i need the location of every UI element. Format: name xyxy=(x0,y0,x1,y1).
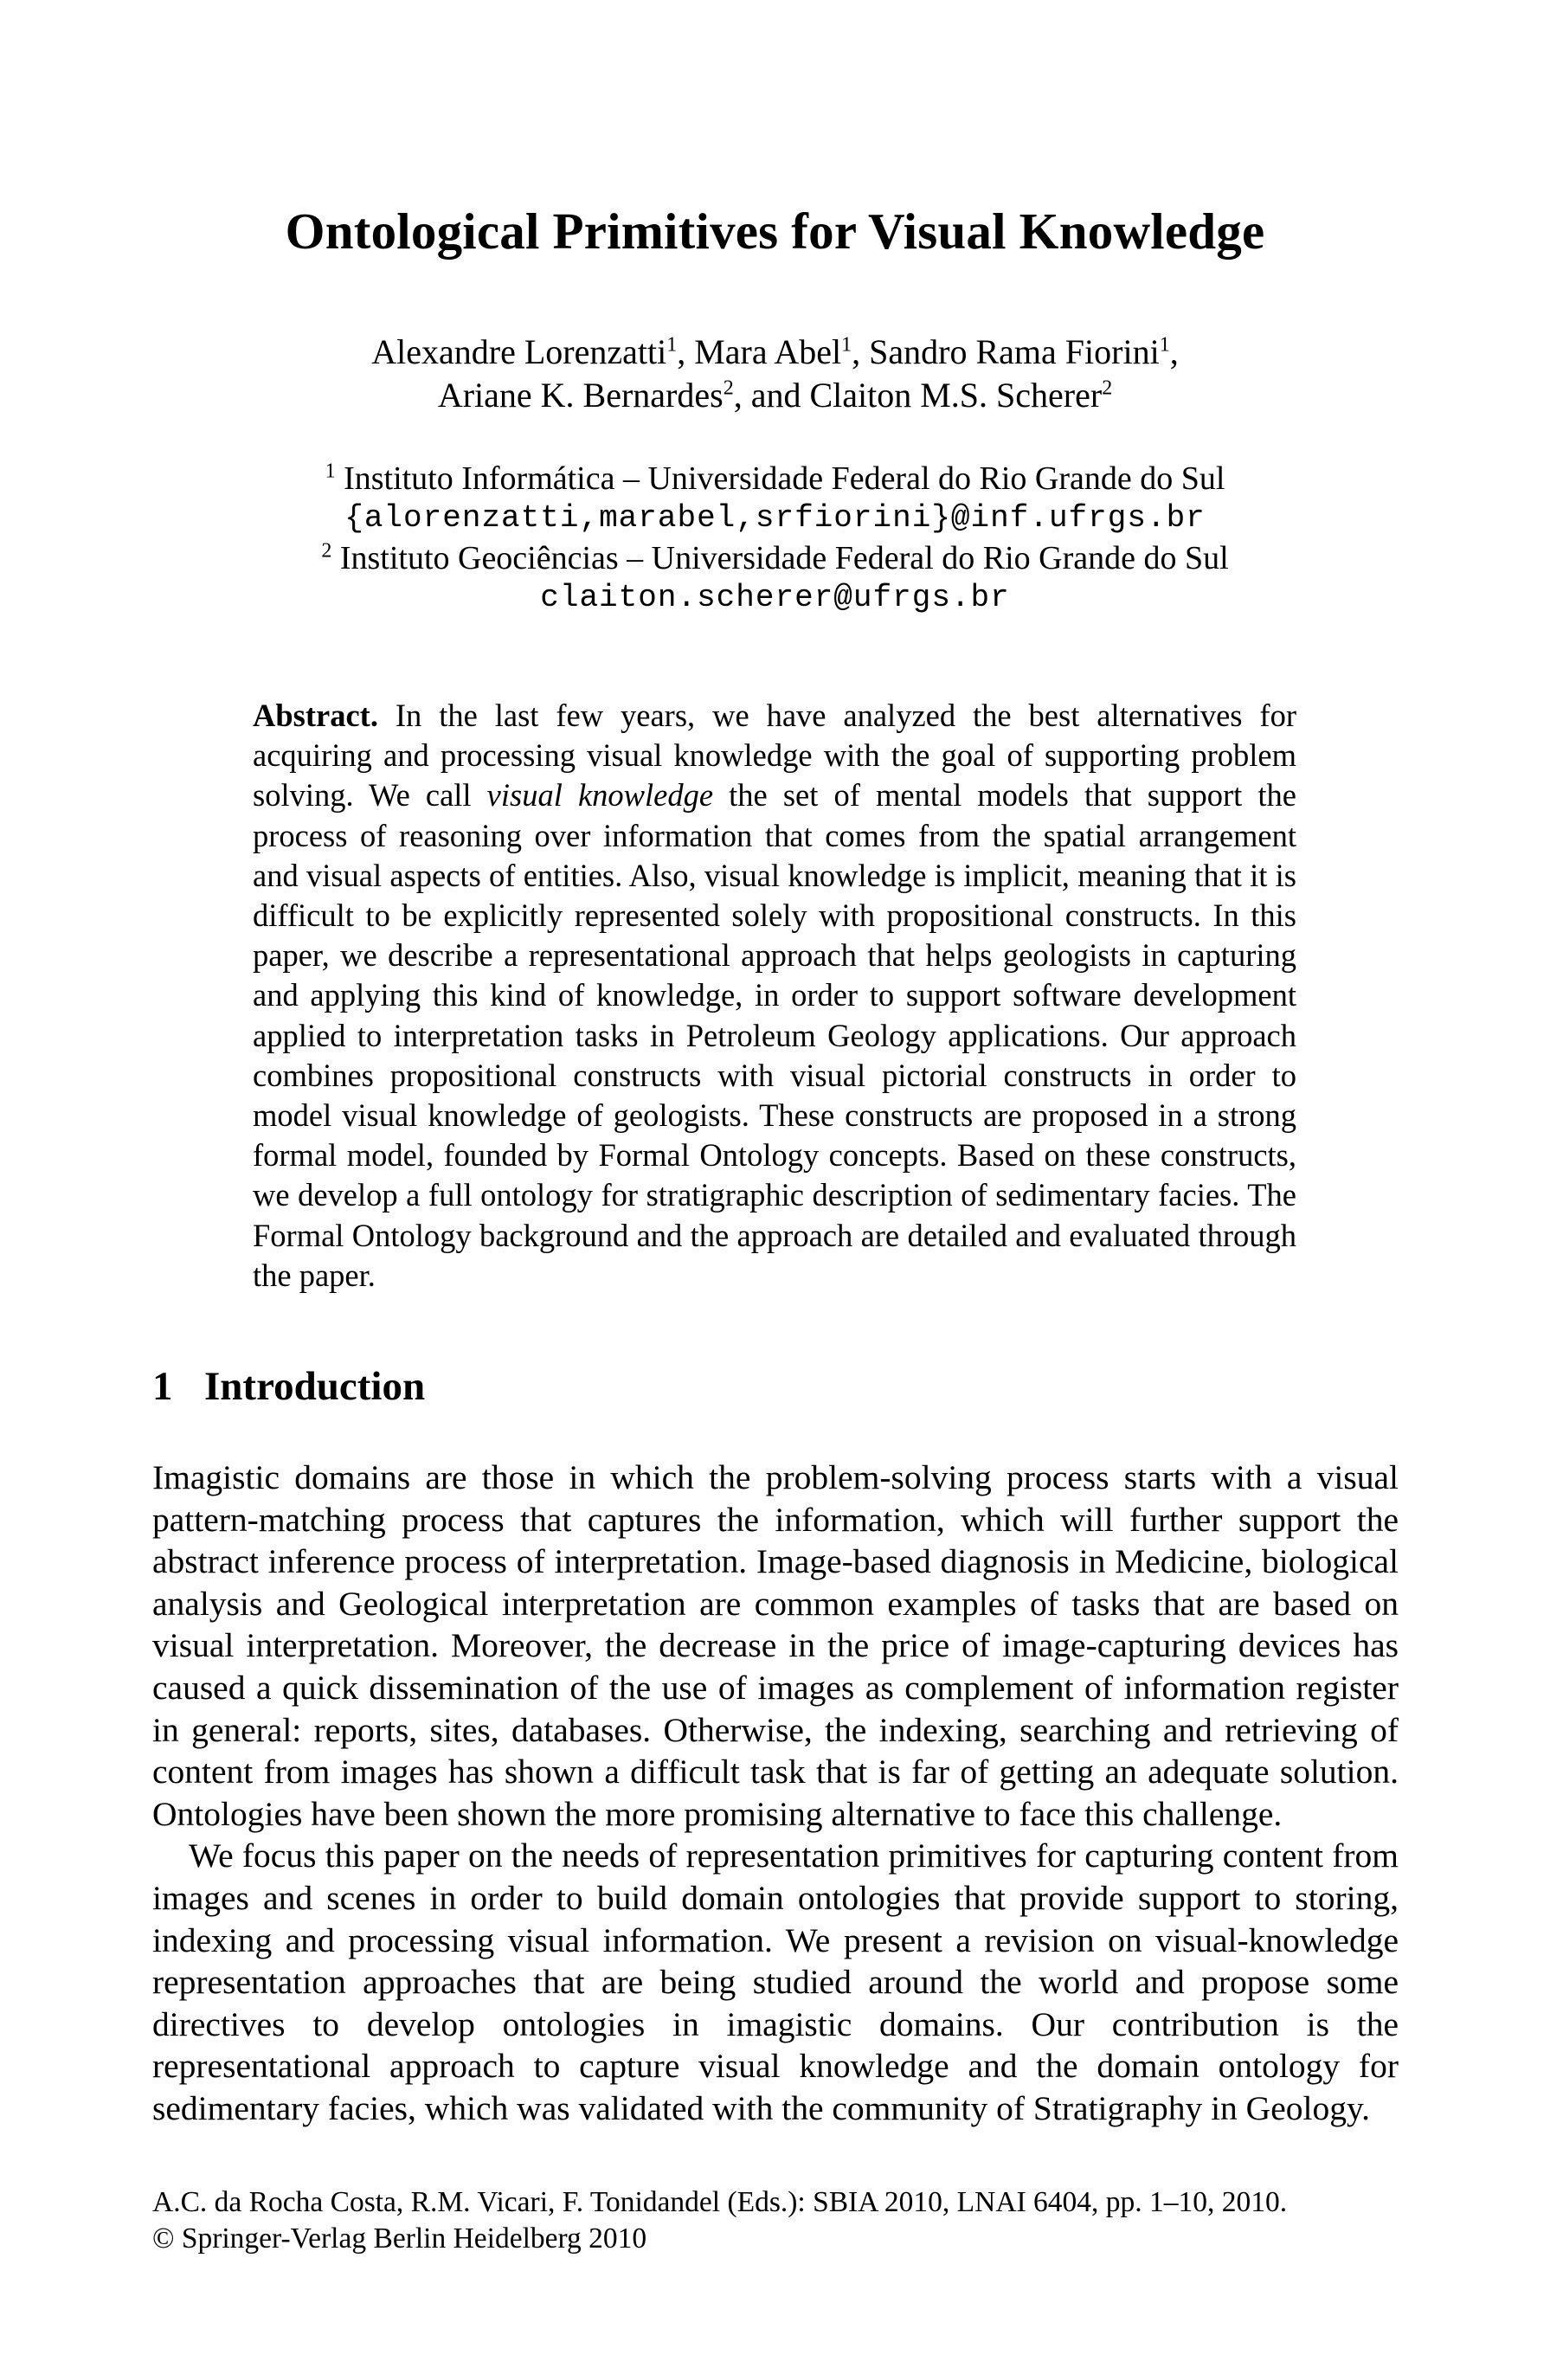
abstract-text: the set of mental models that support the process of reasoning over information that comes from the spatial arrangement and visual aspects of entities. Also, visual knowledge is implicit, meaning that it is difficult to be explicitly represented solely with propositional constructs. In this paper, we describe a representational approach that helps geologists in capturing and applying this kind of knowledge, in order to support software development applied to interpretation tasks in Petroleum Geology applications. Our approach combines propositional constructs with visual pictorial constructs in order to model visual knowledge of geologists. These constructs are proposed in a strong formal model, founded by Formal Ontology concepts. Based on these constructs, we develop a full ontology for stratigraphic description of sedimentary facies. The Formal Ontology background and the approach are detailed and evaluated through the paper. xyxy=(253,777,1296,1293)
body-paragraph: Imagistic domains are those in which the problem-solving process starts with a visual pattern-matching process that captures the information, which will further support the abstract inference process of interpretation. Image-based diagnosis in Medicine, biological analysis and Geological interpretation are common examples of tasks that are based on visual interpretation. Moreover, the decrease in the price of image-capturing devices has caused a quick dissemination of the use of images as complement of information register in general: reports, sites, databases. Otherwise, the indexing, searching and retrieving of content from images has shown a difficult task that is far of getting an adequate solution. Ontologies have been shown the more promising alternative to face this challenge. xyxy=(152,1458,1399,1833)
affiliation-marker: 1 xyxy=(841,333,852,357)
body-paragraph: We focus this paper on the needs of representation primitives for capturing content from images and scenes in order to build domain ontologies that provide support to storing, indexing and processing visual information. We present a revision on visual-knowledge representation approaches that are being studied around the world and propose some directives to develop ontologies in imagistic domains. Our contribution is the representational approach to capture visual knowledge and the domain ontology for sedimentary facies, which was validated with the community of Stratigraphy in Geology. xyxy=(152,1836,1399,2127)
paper-title: Ontological Primitives for Visual Knowledge xyxy=(285,203,1265,260)
affiliation-marker: 2 xyxy=(723,376,734,400)
author-separator: , xyxy=(852,332,870,371)
affiliation-institution: Instituto Informática – Universidade Federal do Rio Grande do Sul xyxy=(335,460,1225,497)
section-heading xyxy=(152,1360,425,1412)
footer-copyright: © Springer-Verlag Berlin Heidelberg 2010 xyxy=(152,2222,647,2255)
affiliation-marker: 1 xyxy=(666,333,678,357)
author-line-1 xyxy=(0,331,1550,374)
affiliation-marker: 2 xyxy=(1102,376,1113,400)
affiliation-institution: Instituto Geociências – Universidade Federal do Rio Grande do Sul xyxy=(331,540,1229,576)
author-name: Sandro Rama Fiorini xyxy=(869,332,1160,371)
author-separator: , xyxy=(677,332,695,371)
affiliation-number: 2 xyxy=(321,539,332,563)
abstract xyxy=(253,696,1296,1296)
author-name: Ariane K. Bernardes xyxy=(437,376,724,415)
author-list xyxy=(0,331,1550,417)
footer-citation: A.C. da Rocha Costa, R.M. Vicari, F. Tonidandel (Eds.): SBIA 2010, LNAI 6404, pp. 1–10, 2010. xyxy=(152,2186,1288,2218)
abstract-label: Abstract. xyxy=(253,698,378,733)
affiliation-2 xyxy=(0,538,1550,578)
author-name: Claiton M.S. Scherer xyxy=(809,376,1103,415)
affiliation-1-email: {alorenzatti,marabel,srfiorini}@inf.ufrgs.br xyxy=(344,500,1206,536)
author-name: Mara Abel xyxy=(694,332,842,371)
author-separator: , and xyxy=(733,376,810,415)
affiliation-2-email: claiton.scherer@ufrgs.br xyxy=(540,580,1010,615)
section-title: Introduction xyxy=(204,1364,426,1409)
author-line-2 xyxy=(0,374,1550,417)
abstract-emphasis: visual knowledge xyxy=(486,777,714,814)
abstract-text: In the last few years, we have analyzed the best alternatives for acquiring and processing visual knowledge with the goal of supporting problem solving. We call xyxy=(253,698,1296,814)
section-body xyxy=(152,1457,1399,2130)
affiliation-1 xyxy=(0,459,1550,499)
page-footer xyxy=(152,2184,1287,2257)
affiliation-number: 1 xyxy=(325,460,336,483)
section-number: 1 xyxy=(152,1364,173,1409)
affiliations xyxy=(0,459,1550,618)
author-name: Alexandre Lorenzatti xyxy=(371,332,667,371)
author-separator: , xyxy=(1169,332,1179,371)
affiliation-marker: 1 xyxy=(1159,333,1170,357)
